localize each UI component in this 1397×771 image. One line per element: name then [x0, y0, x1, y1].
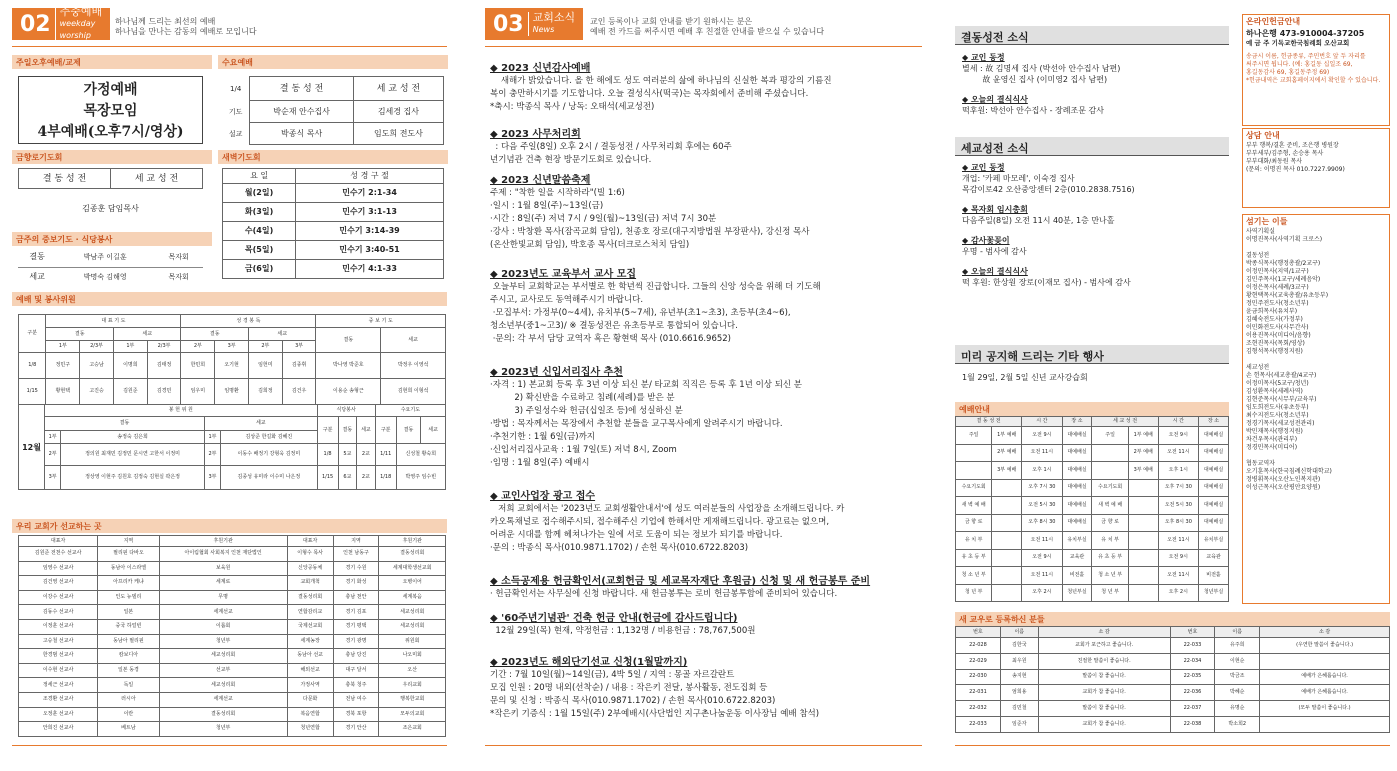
section-header-mission: 우리 교회가 선교하는 곳 — [12, 519, 447, 533]
article-heading: ◆ 2023 사무처리회 — [490, 129, 581, 140]
news-article — [490, 490, 920, 555]
news-article — [490, 612, 920, 638]
segyo-news — [962, 162, 1232, 297]
page-title: 주중예배 weekday worship — [55, 6, 110, 42]
table-row: 김동수 선교사 일본 세계선교 연합감리교 경기 김포 세교성리회 — [19, 605, 446, 620]
table-row: 청 소 년 부 오전 11시 비전홀 청 소 년 부 오전 11시 비전홀 — [956, 567, 1229, 585]
table-row: 조경환 선교사 러시아 세계선교 다문화 전남 여수 행복한교회 — [19, 692, 446, 707]
article-heading: ◆ '60주년기념관' 건축 헌금 안내(헌금에 감사드립니다) — [490, 613, 738, 624]
news-article — [490, 268, 920, 346]
table-row: 수요기도회 오후 7시 30 대예배실 수요기도회 오후 7시 30 대예배실 — [956, 479, 1229, 497]
table-row: 유 치 부 오전 11시 유치부실 유 치 부 오전 11시 유치부실 — [956, 532, 1229, 550]
table-row: 3부 예배 오후 1시 대예배실 3부 예배 오후 1시 대예배실 — [956, 462, 1229, 480]
table-row: 청 년 부 오후 2시 청년부실 청 년 부 오후 2시 청년부실 — [956, 584, 1229, 602]
page-number: 02 — [20, 11, 51, 37]
events-text: 1월 29일, 2월 5일 신년 교사강습회 — [962, 373, 1088, 382]
news-item — [962, 266, 1232, 288]
section-header-events: 미리 공지해 드리는 기타 행사 — [955, 345, 1229, 364]
table-row: 이수현 선교사 일본 동경 선교부 해외선교 대구 달서 오산 — [19, 663, 446, 678]
article-heading: ◆ 교인사업장 광고 접수 — [490, 491, 596, 502]
news-body: 우명 - 범사에 감사 — [962, 247, 1027, 256]
news-article — [490, 62, 920, 114]
section-header-wed: 수요예배 — [218, 55, 448, 69]
divider — [485, 46, 922, 47]
table-row: 2부 예배 오전 11시 대예배실 2부 예배 오전 11시 대예배실 — [956, 444, 1229, 462]
article-body: 새해가 밝았습니다. 올 한 해에도 성도 여러분의 삶에 하나님의 신실한 복과 평강의 기름진 복이 충만하시기를 기도합니다. 오늘 결성식사(떡국)는 목자회에서 준비해 주셨습니다. *축시: 박종식 목사 / 낭독: 오태석(세교성전) — [490, 76, 832, 112]
table-row: 안희진 선교사 베트남 청년부 청년연합 경기 안산 조은교회 — [19, 722, 446, 737]
divider — [955, 745, 1390, 746]
news-heading: ◆ 오늘의 결식식사 — [962, 95, 1028, 104]
news-item — [962, 162, 1232, 195]
table-row: 22-033 임준자 교회가 참 좋습니다. 22-038 박소희2 — [956, 716, 1390, 732]
article-heading: ◆ 소득공제용 헌금확인서(교회헌금 및 세교목자재단 후원금) 신청 및 새 헌금봉투 준비 — [490, 576, 871, 587]
intercession-table: 결동 박남주 이길훈 목자회 세교 박명숙 김해영 목자회 — [18, 247, 203, 287]
page-header-02 — [12, 5, 110, 40]
table-row: 새 벽 예 배 오전 5시 30 대예배실 새 벽 예 배 오전 5시 30 대예배실 — [956, 497, 1229, 515]
section-header-newcomers: 새 교우로 등록하신 분들 — [955, 612, 1390, 626]
table-row: 한경범 선교사 캄보디아 세교성리회 동남아 선교 충남 당진 나오미회 — [19, 649, 446, 664]
article-heading: ◆ 2023 신년말씀축제 — [490, 175, 591, 186]
news-heading: ◆ 오늘의 결식식사 — [962, 267, 1028, 276]
news-article — [490, 656, 920, 721]
page-header-03 — [485, 8, 583, 40]
news-body: 개업: '카페 마모레', 이숙경 집사 목감이로42 오산중앙센터 2층(010.2838.7516) — [962, 174, 1135, 194]
article-heading: ◆ 2023년 신입서리집사 추천 — [490, 367, 623, 378]
table-row: 22-029 최우원 친절한 말씀이 좋습니다. 22-034 이현순 — [956, 653, 1390, 669]
wed-table: 1/4 결 동 성 전 세 교 성 전 기도 박순재 안수집사 김세경 집사 설교 박종식 목사 임도희 전도사 — [222, 76, 444, 145]
dawn-table: 요 일 성 경 구 절 월(2일) 민수기 2:1-34 화(3일) 민수기 3:1-13 수(4일) 민수기 3:14-39 목(5일) 민수기 3:40-51 금(6일) 민수기 4:1-33 — [222, 168, 444, 279]
section-header-dawn: 새벽기도회 — [218, 150, 448, 164]
article-heading: ◆ 2023년도 해외단기선교 신청(1월말까지) — [490, 657, 688, 668]
staff-table: 구분 대 표 기 도 성 경 봉 독 중 보 기 도 결동 세교 결동 세교 결동 세교 1부 2/3부 1부 2/3부 2부 3부 2부 3부 1/8 정민구 고승남 이명희 김태정 한민희 오기현 임헌미 김종휘 박나영 박준호 박정우 이영석 1/15 황현택 고진승 김원준 김경민 임우미 임명환 김희정 김건우 이용순 송형근 김현희 이형석 12월 봉 헌 위 원 식당봉사 수요기도 결동 세교 구분 결동 세교 구분 결동 세교 1부 송정숙 김은희 1부 김상준 한길화 김혜진 2부 정의원 최재민 김정민 문시연 고한서 이정미 2부 이동수 배정기 강형욱 김정미 1/8 5교 2교 1/11 신성철 황숙희 3부 정상영 이현주 김원호 김정숙 김현실 곽은정 3부 김종성 유미라 이수미 나은정 1/15 6교 2교 1/18 박영주 임수빈 — [18, 314, 446, 490]
article-body: : 다음 주일(8일) 오후 2시 / 결동성전 / 사무처리회 후에는 60주 년기념관 건축 현장 방문기도회로 있습니다. — [490, 142, 732, 165]
table-row: 주일 1부 예배 오전 9시 대예배실 주일 1부 예배 오전 9시 대예배실 — [956, 427, 1229, 445]
article-body: 12월 29일(목) 현재, 약정헌금 : 1,132명 / 비용헌금 : 78,767,500원 — [490, 626, 756, 636]
article-heading: ◆ 2023년도 교육부서 교사 모집 — [490, 269, 637, 280]
news-item — [962, 204, 1232, 226]
section-header-intercession: 금주의 중보기도 · 식당봉사 — [12, 232, 212, 246]
table-row: 유 초 등 부 오전 9시 교육관 유 초 등 부 오전 9시 교육관 — [956, 549, 1229, 567]
article-body: 주제 : "착한 일을 시작하라"(빌 1:6) ·일시 : 1월 8일(주)~13일(금) ·시간 : 8일(주) 저녁 7시 / 9일(월)~13일(금) 저녁 7시 30분 ·강사 : 박창환 목사(잠곡교회 담임), 천종호 장로(대구지방법원 부장판사), 강신정 목사 (온산한빛교회 담임), 박호종 목사(더크로스처치 담임) — [490, 188, 810, 250]
news-item — [962, 52, 1232, 85]
news-heading: ◆ 목자회 임시총회 — [962, 205, 1028, 214]
news-body: 떡 후원: 한상원 장로(이재모 집사) - 범사에 감사 — [962, 278, 1131, 287]
news-article — [490, 174, 920, 252]
table-row: 김원준 전천수 선교사 필리핀 다바오 아이림협회 사회복지 인천 재단법인 이형수 목사 인천 남동구 결동성리회 — [19, 547, 446, 562]
page-subtitle: 하나님께 드리는 최선의 예배 하나님을 만나는 감동의 예배로 모입니다 — [115, 17, 257, 36]
news-heading: ◆ 교인 동정 — [962, 53, 1005, 62]
news-body: 다음주일(8일) 오전 11시 40분, 1층 만나홀 — [962, 216, 1115, 225]
section-header-sun-pm: 주일오후예배/교제 — [12, 55, 212, 69]
services-table: 결 동 성 전 시 간 장 소 세 교 성 전 시 간 장 소 주일 1부 예배 오전 9시 대예배실 주일 1부 예배 오전 9시 대예배실 2부 예배 오전 11시 대예배실 2부 예배 오전 11시 대예배실 3부 예배 오후 1시 대예배실 3부 예배 오후 1시 대예배실 수요기도회 오후 7시 30 대예배실 수요기도회 오후 7시 30 대예배실 새 벽 예 배 오전 5시 30 대예배실 새 벽 예 배 오전 5시 30 대예배실 금 향 로 오후 8시 30 대예배실 금 향 로 오후 8시 30 대예배실 유 치 부 오전 11시 유치부실 유 치 부 오전 11시 유치부실 유 초 등 부 오전 9시 교육관 유 초 등 부 오전 9시 교육관 청 소 년 부 오전 11시 비전홀 청 소 년 부 오전 11시 비전홀 청 년 부 오후 2시 청년부실 청 년 부 오후 2시 청년부실 — [955, 416, 1229, 602]
table-row: 오정훈 선교사 이란 결동성리회 복음연합 경북 포항 모두의교회 — [19, 707, 446, 722]
page-subtitle: 교인 등록이나 교회 안내를 받기 원하시는 분은 예배 전 카드를 써주시면 예배 후 친절한 안내를 받으실 수 있습니다 — [590, 17, 825, 36]
mission-table: 대표자 지역 후원기관 대표자 지역 후원기관 김원준 전천수 선교사 필리핀 다바오 아이림협회 사회복지 인천 재단법인 이형수 목사 인천 남동구 결동성리회 임영수 선교사 동남아 이스라엘 보육원 신앙공동체 경기 수원 세계대학생선교회 김건영 선교사 아프리카 케냐 세계로 교회개척 경기 화성 오병이어 이강수 선교사 인도 뉴델리 무명 결동성리회 충남 천안 세계복음 김동수 선교사 일본 세계선교 연합감리교 경기 김포 세교성리회 이정훈 선교사 중국 하얼빈 이롭회 국제선교회 경기 평택 세교성리회 고승철 선교사 동남아 필리핀 청년부 세계농장 경기 광명 위원회 한경범 선교사 캄보디아 세교성리회 동남아 선교 충남 당진 나오미회 이수현 선교사 일본 동경 선교부 해외선교 대구 달서 오산 정세근 선교사 독일 세교성리회 가정사역 충북 청주 우리교회 조경환 선교사 러시아 세계선교 다문화 전남 여수 행복한교회 오정훈 선교사 이란 결동성리회 복음연합 경북 포항 모두의교회 안희진 선교사 베트남 청년부 청년연합 경기 안산 조은교회 — [18, 535, 446, 737]
article-body: ·자격 : 1) 본교회 등록 후 3년 이상 되신 분/ 타교회 직직은 등록 후 1년 이상 되신 분 2) 확신반을 수료하고 침례(세례)를 받은 분 3) 주일성수와 헌금(십일조 등)에 성실하신 분 ·방법 : 목자께서는 목장에서 추천할 분들을 교구목사에게 알려주시기 바랍니다. ·추천기한 : 1월 6일(금)까지 ·신입서리집사교육 : 1월 7일(토) 저녁 8시, Zoom ·임명 : 1월 8일(주) 예배시 — [490, 380, 803, 468]
table-row: 이강수 선교사 인도 뉴델리 무명 결동성리회 충남 천안 세계복음 — [19, 590, 446, 605]
table-row: 22-032 김민철 말씀이 참 좋습니다. 22-037 유명순 (모두 말씀이 좋습니다.) — [956, 701, 1390, 717]
article-body: · 헌금확인서는 사무실에 신청 바랍니다. 새 헌금봉투는 로비 헌금봉투함에 준비되어 있습니다. — [490, 589, 838, 599]
table-row: 이정훈 선교사 중국 하얼빈 이롭회 국제선교회 경기 평택 세교성리회 — [19, 619, 446, 634]
gyeoldong-news — [962, 52, 1232, 125]
divider — [485, 745, 922, 746]
section-header-fri: 금향로기도회 — [12, 150, 212, 164]
ministers-box: 섬기는 이들 사역기획실 이명진목사(사역기획 크로스) 결동성전 박종식목사(행정총괄/2교구) 이정민목사(지역/1교구) 김민주목사(1교구/세례음악) 이정은목사(세례/3교구) 황현택목사(교육총괄/유초등부) 정민주전도사(청소년부) 윤금희목사(유치부) 김혜숙전도사(가정부) 이민화전도사(사무간사) 이용진목사(미디어/음향) 조현진목사(목회/영상) 김형석목사(행정지원) 세교성전 손 헌목사(세교총괄/4교구) 이정미목사(5교구/청년) 김성환목사(세례사역) 김현준목사(시무부/교육부) 임도희전도사(유초등부) 최수지전도사(청소년부) 정경기목사(세교성전관리) 박민재목사(행정지원) 차건우목사(관리부) 정경민목사(미디어) 협동교역자 오기훈목사(한국침례신학대학교) 정병휘목사(오산노인복지관) 이성근목사(오산평안요양원) — [1242, 214, 1390, 604]
section-header-segyo: 세교성전 소식 — [955, 137, 1229, 156]
online-offering-box: 온라인헌금안내 하나은행 473-910004-37205 예 금 주 기독교한국침례회 오산교회 송금시 이름, 헌금종류, 주민번호 앞 두 자리를 써주시면 됩니다. (예: 홍길동 십일조 69, 홍길동감사 69, 홍길동주정 69) *헌금내역은 교회홈페이지에서 확인할 수 있습니다. — [1242, 14, 1390, 126]
section-header-staff: 예배 및 봉사위원 — [12, 292, 447, 306]
article-heading: ◆ 2023 신년감사예배 — [490, 63, 591, 74]
table-row: 임영수 선교사 동남아 이스라엘 보육원 신앙공동체 경기 수원 세계대학생선교회 — [19, 561, 446, 576]
news-article — [490, 366, 920, 470]
counseling-box: 상담 안내 부부 행복/결혼 준비, 조은행 병원장 부부세부/김주형, 손승용 목사 부부대화/최동원 목사 (문의: 이명진 목사 010.7227.9909) — [1242, 128, 1390, 208]
news-article — [490, 128, 920, 167]
news-heading: ◆ 교인 동정 — [962, 163, 1005, 172]
page-title: 교회소식 News — [528, 12, 576, 36]
news-article — [490, 575, 920, 601]
news-heading: ◆ 감사꽃꽂이 — [962, 236, 1010, 245]
table-row: 22-031 엄희용 교회가 참 좋습니다. 22-036 박혜순 예배가 은혜롭습니다. — [956, 685, 1390, 701]
divider — [12, 46, 447, 47]
table-row: 정세근 선교사 독일 세교성리회 가정사역 충북 청주 우리교회 — [19, 678, 446, 693]
news-item — [962, 235, 1232, 257]
table-row: 김건영 선교사 아프리카 케냐 세계로 교회개척 경기 화성 오병이어 — [19, 576, 446, 591]
table-row: 금 향 로 오후 8시 30 대예배실 금 향 로 오후 8시 30 대예배실 — [956, 514, 1229, 532]
table-row: 고승철 선교사 동남아 필리핀 청년부 세계농장 경기 광명 위원회 — [19, 634, 446, 649]
table-row: 22-028 김한국 교회가 포근하고 좋습니다. 22-033 유주희 (우연한 말씀이 좋습니다.) — [956, 638, 1390, 654]
news-item — [962, 94, 1232, 116]
section-header-gyeoldong: 결동성전 소식 — [955, 26, 1229, 45]
news-body: 떡후원: 박선아 안수집사 - 장례조문 감사 — [962, 106, 1104, 115]
article-body: 저희 교회에서는 '2023년도 교회생활안내서'에 성도 여러분들의 사업장을 소개해드립니다. 카 카오톡채널로 접수해주시되, 접수해주신 기업에 한해서만 게재해드립니다. 광고료는 없으며, 어려운 시대를 함께 헤쳐나가는 일에 서로 도움이 되는 정보가 되기를 바랍니다. ·문의 : 박종식 목사(010.9871.1702) / 손헌 목사(010.6722.8203) — [490, 504, 845, 553]
newcomers-table: 번호 이름 소 감 번호 이름 소 감 22-028 김한국 교회가 포근하고 좋습니다. 22-033 유주희 (우연한 말씀이 좋습니다.) 22-029 최우원 친절한 말씀이 좋습니다. 22-034 이현순 22-030 송지현 말씀이 참 좋습니다. 22-035 박금조 예배가 은혜롭습니다. 22-031 엄희용 교회가 참 좋습니다. 22-036 박혜순 예배가 은혜롭습니다. 22-032 김민철 말씀이 참 좋습니다. 22-037 유명순 (모두 말씀이 좋습니다.) 22-033 임준자 교회가 참 좋습니다. 22-038 박소희2 — [955, 626, 1390, 733]
table-row: 22-030 송지현 말씀이 참 좋습니다. 22-035 박금조 예배가 은혜롭습니다. — [956, 669, 1390, 685]
article-body: 기간 : 7월 10일(월)~14일(금), 4박 5일 / 지역 : 몽골 자르갈란트 모집 인원 : 20명 내외(선착순) / 내용 : 작은키 전달, 봉사활동, 전도집회 등 문의 및 신청 : 박종식 목사(010.9871.1702) / 손헌 목사(010.6722.8203) *작은키 기증식 : 1월 15일(주) 2부예배시(사단법인 지구촌나눔운동 이사장님 예배 참석) — [490, 670, 820, 719]
sun-pm-box: 가정예배 목장모임 4부예배(오후7시/영상) — [18, 76, 203, 144]
article-body: 오늘부터 교회학교는 부서별로 한 학년씩 진급합니다. 그들의 신앙 성숙을 위해 더 기도해 주시고, 교사로도 동역해주시기 바랍니다. ·모집부서: 가정부(0~4세), 유치부(5~7세), 유년부(초1~초3), 초등부(초4~6), 청소년부(중1~고3)/ ※ 결동성전은 유초등부로 통합되어 있습니다. ·문의: 각 부서 담당 교역자 혹은 황현택 목사 (010.6616.9652) — [490, 282, 821, 344]
fri-box: 결 동 성 전 세 교 성 전 김종훈 담임목사 — [18, 168, 203, 214]
news-body: 별세 : 故 김명세 집사 (박선아 안수집사 남편) 故 윤영신 집사 (이미영2 집사 남편) — [962, 64, 1121, 84]
divider — [12, 745, 447, 746]
section-header-services: 예배안내 — [955, 402, 1229, 416]
page-number: 03 — [493, 11, 524, 37]
